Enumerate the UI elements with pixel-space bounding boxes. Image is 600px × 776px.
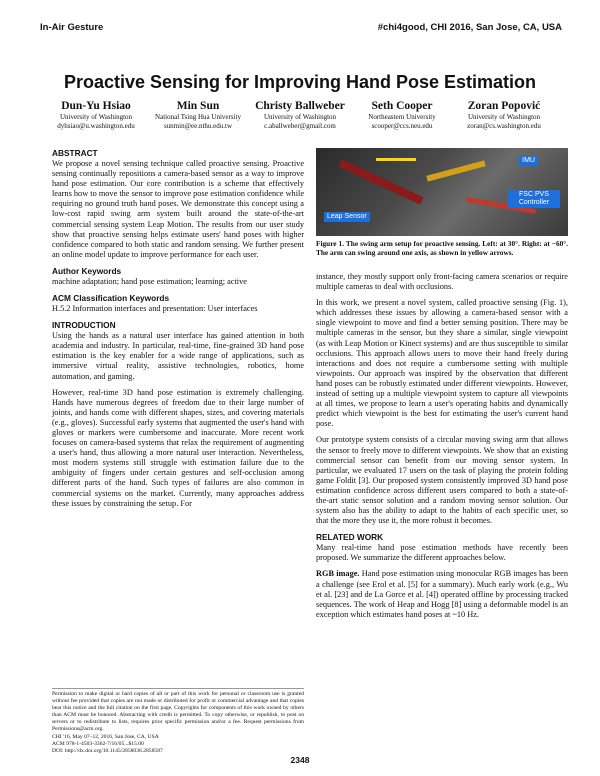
doi-link[interactable]: DOI: http://dx.doi.org/10.1145/2858036.2858587 bbox=[52, 748, 163, 754]
paper-title: Proactive Sensing for Improving Hand Pose Estimation bbox=[63, 72, 537, 92]
author-block bbox=[250, 100, 350, 131]
related-work-heading: RELATED WORK bbox=[316, 532, 384, 543]
author-name: Zoran Popović bbox=[467, 100, 541, 112]
running-header-left: In-Air Gesture bbox=[40, 22, 104, 33]
author-email[interactable]: scooper@ccs.neu.edu bbox=[371, 122, 433, 130]
intro-continued: instance, they mostly support only front-facing camera scenarios or require multiple cameras to deal with occlusions. bbox=[316, 272, 568, 292]
author-block bbox=[46, 100, 146, 131]
author-email[interactable]: sunmin@ee.nthu.edu.tw bbox=[163, 122, 233, 130]
author-name: Dun-Yu Hsiao bbox=[61, 100, 131, 112]
acm-text: H.5.2 Information interfaces and presentation: User interfaces bbox=[52, 304, 258, 314]
author-block bbox=[148, 100, 248, 131]
author-email[interactable]: dyhsiao@u.washington.edu bbox=[57, 122, 135, 130]
intro-paragraph-2: However, real-time 3D hand pose estimation is extremely challenging. Hands have numerous degrees of freedom due to their large number of joints, and hands come with different shapes, sizes, and covering materials (e.g., gloves). Successful early systems that augmented the user's hand with gloves or markers were cumbersome and inaccurate. More recent work focuses on camera-based systems that relax the requirement of augmenting a user's hand, thus allowing a more natural user interaction. Nevertheless, most modern systems still struggle with estimation failure due to the ambiguity of fingers under certain gestures and self-occlusion among different parts of the hand. Such types of failures are also common in commercial systems on the market. Currently, many approaches address these issues by constraining the setup. For bbox=[52, 387, 304, 508]
figure-caption-text: Figure 1. The swing arm setup for proactive sensing. Left: at 30°. Right: at −60°. The arm can swing around one axis, as shown in yellow arrows. bbox=[316, 239, 568, 257]
arm-segment bbox=[426, 160, 486, 181]
figure-caption bbox=[316, 239, 568, 257]
rgb-lead: RGB image. bbox=[316, 569, 360, 579]
author-affiliation: National Tsing Hua University bbox=[155, 113, 241, 121]
intro-heading: INTRODUCTION bbox=[52, 320, 116, 331]
isbn-text: ACM 978-1-4503-3362-7/16/05...$15.00 bbox=[52, 741, 144, 747]
running-header-right: #chi4good, CHI 2016, San Jose, CA, USA bbox=[377, 22, 562, 33]
right-column bbox=[316, 272, 568, 626]
swing-arm-photo bbox=[316, 148, 568, 236]
yellow-arrow-icon bbox=[376, 158, 416, 161]
author-affiliation: University of Washington bbox=[467, 113, 541, 121]
author-list bbox=[46, 100, 554, 131]
figure-label-imu: IMU bbox=[519, 156, 538, 166]
author-name: Min Sun bbox=[176, 100, 220, 112]
intro-paragraph-3: In this work, we present a novel system, called proactive sensing (Fig. 1), which addresses these issues by allowing a camera-based sensor with a single viewpoint to move and find a better sensing position. There may be multiple cameras in the sensor, but they share a similar, single viewpoint (as with Leap Motion or Kinect systems) and are thus susceptible to similar occlusions. This approach allows users to move their hand freely during interactions and does not require a cumbersome setting with multiple viewpoints. Our approach was inspired by the observation that different hand poses can be robustly estimated under different viewpoints. However, instead of setting up a multiple viewpoint system to capture all viewpoints at all times, we propose to learn a user's operating habits and dynamically predict which viewpoint is the best for estimating the user's current hand pose. bbox=[316, 298, 568, 429]
venue-text: CHI '16, May 07–12, 2016, San Jose, CA, USA bbox=[52, 734, 159, 740]
author-block bbox=[352, 100, 452, 131]
intro-paragraph-1: Using the hands as a natural user interface has gained attention in both academia and industry. In particular, real-time, fine-grained 3D hand pose estimation is the key enabler for a wide range of applications, such as immersive virtual reality, assistive technologies, robotics, home automation, and gaming. bbox=[52, 331, 304, 381]
permission-text: Permission to make digital or hard copies of all or part of this work for personal or classroom use is granted without fee provided that copies are not made or distributed for profit or commercial advantage and that copies bear this notice and the full citation on the first page. Copyrights for components of this work owned by others than ACM must be honored. Abstracting with credit is permitted. To copy otherwise, or republish, to post on servers or to redistribute to lists, requires prior specific permission and/or a fee. Request permissions from Permissions@acm.org. bbox=[52, 691, 304, 732]
author-affiliation: University of Washington bbox=[263, 113, 337, 121]
left-column bbox=[52, 148, 304, 515]
intro-paragraph-4: Our prototype system consists of a circular moving swing arm that allows the sensor to freely move to different viewpoints. We show that an existing commercial sensor can benefit from our moving sensor system. In particular, we evaluated 17 users on the task of playing the protein folding game Foldit [3]. Our proposed system consistently improved 3D hand pose estimation confidence across different users compared to both a state-of-the-art static sensor solution and a random moving sensor solution. Our system also has the ability to adapt to the habits of each specific user, so that the more they use it, the more robust it becomes. bbox=[316, 435, 568, 526]
abstract-heading: ABSTRACT bbox=[52, 148, 98, 158]
keywords-heading: Author Keywords bbox=[52, 265, 122, 276]
keywords-text: machine adaptation; hand pose estimation; learning; active bbox=[52, 276, 247, 286]
figure-1 bbox=[316, 148, 568, 236]
related-work-paragraph-2 bbox=[316, 569, 568, 619]
related-work-paragraph-1: Many real-time hand pose estimation methods have recently been proposed. We summarize the different approaches below. bbox=[316, 543, 568, 563]
author-name: Christy Ballweber bbox=[255, 100, 345, 112]
author-affiliation: Northeastern University bbox=[368, 113, 436, 121]
page-number: 2348 bbox=[290, 755, 310, 765]
author-name: Seth Cooper bbox=[371, 100, 433, 112]
copyright-footnote bbox=[52, 688, 304, 755]
figure-label-leap: Leap Sensor bbox=[324, 212, 370, 222]
rgb-text: Hand pose estimation using monocular RGB images has been a challenge (see Erol et al. [5] for a summary). Much early work (e.g., Wu et al. [23] and de La Gorce et al. [4]) operated offline by processing tracked sequences. The work of Heap and Hogg [8] using a deformable model is an exception which estimates hand poses at ~10 Hz. bbox=[316, 569, 568, 619]
author-email[interactable]: zoran@cs.washington.edu bbox=[467, 122, 541, 130]
author-block bbox=[454, 100, 554, 131]
arm-segment bbox=[339, 159, 424, 204]
abstract-text: We propose a novel sensing technique called proactive sensing. Proactive sensing continually repositions a camera-based sensor as a way to improve hand pose estimation. Our core contribution is a scheme that effectively learns how to move the sensor to improve pose estimation confidence while requiring no ground truth hand poses. We demonstrate this concept using a low-cost rapid swing arm system built around the state-of-the-art commercial sensing system Leap Motion. The results from our user study show that proactive sensing helps estimate users' hand poses with higher confidence compared to both static and random sensing. We further present an online model update to improve performance for each user. bbox=[52, 159, 304, 259]
author-affiliation: University of Washington bbox=[59, 113, 133, 121]
author-email[interactable]: c.aballweber@gmail.com bbox=[264, 122, 336, 130]
acm-heading: ACM Classification Keywords bbox=[52, 293, 170, 304]
figure-label-controller: FSC PVS Controller bbox=[508, 190, 560, 208]
